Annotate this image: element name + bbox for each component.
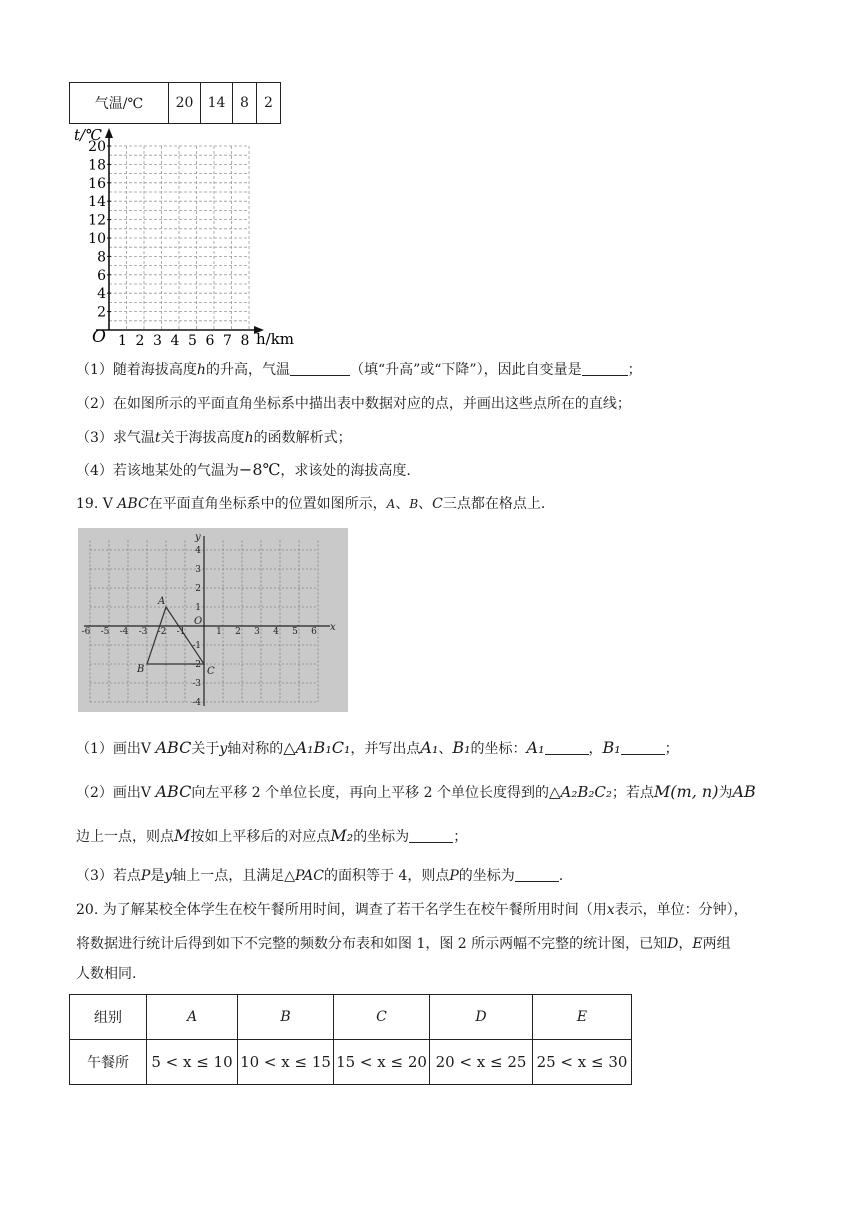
y-tick-label: 10 (88, 231, 106, 247)
photo-y-tick-label: 4 (195, 546, 201, 556)
photo-x-tick-label: -1 (176, 627, 186, 637)
q20-line1: 20. 为了解某校全体学生在校午餐所用时间，调查了若干名学生在校午餐所用时间（用x表示，单位：分钟）， (76, 902, 748, 918)
y-tick-label: 4 (97, 286, 106, 303)
origin-label: O (92, 327, 106, 347)
q20-line2: 将数据进行统计后得到如下不完整的频数分布表和如图 1，图 2 所示两幅不完整的统计图，已知D，E两组 (76, 936, 731, 952)
photo-x-tick-label: 2 (235, 627, 241, 637)
photo-y-tick-label: -2 (192, 660, 201, 670)
y-tick-label: 2 (97, 304, 106, 321)
photo-x-tick-label: 4 (273, 627, 279, 637)
photo-x-tick-label: -4 (119, 627, 129, 637)
point-label-b: B (137, 664, 145, 675)
x-tick-label: 4 (170, 333, 180, 348)
axes (96, 128, 264, 334)
answer-blank (582, 361, 628, 376)
x-tick-label: 8 (240, 333, 250, 348)
temp-value: 20 (169, 83, 201, 124)
range-cell: 20 < x ≤ 25 (430, 1040, 533, 1085)
photo-x-tick-label: 5 (292, 627, 298, 637)
freq-table-row2-head: 午餐所 (70, 1040, 147, 1085)
photo-x-tick-label: -5 (100, 627, 110, 637)
answer-blank (545, 740, 589, 755)
temperature-grid-chart (60, 124, 320, 348)
y-tick-label: 6 (97, 267, 106, 284)
y-tick-label: 20 (88, 139, 106, 155)
group-label: D (430, 995, 533, 1040)
y-axis-label: t/℃ (74, 126, 102, 144)
answer-blank (290, 361, 350, 376)
q19-part2-line2: 边上一点，则点M按如上平移后的对应点M₂的坐标为 ； (76, 826, 468, 845)
photo-y-tick-label: -3 (192, 679, 201, 689)
y-tick-label: 12 (88, 212, 106, 229)
photo-y-tick-label: 3 (195, 565, 201, 575)
q19-stem: 19. V ABC在平面直角坐标系中的位置如图所示，A、B、C三点都在格点上. (76, 496, 546, 512)
photo-y-axis-label: y (195, 532, 201, 543)
photo-y-tick-label: 1 (195, 603, 201, 613)
photo-x-tick-label: 3 (254, 627, 260, 637)
range-cell: 5 < x ≤ 10 (147, 1040, 238, 1085)
temp-value: 2 (257, 83, 281, 124)
q18-part4: （4）若该地某处的气温为−8℃，求该处的海拔高度. (76, 460, 411, 479)
q19-part2-line1: （2）画出V ABC向左平移 2 个单位长度，再向上平移 2 个单位长度得到的△A₂B₂C₂；若点M(m, n)为AB (76, 782, 756, 801)
photo-origin-label: O (194, 616, 203, 627)
x-tick-label: 3 (153, 333, 162, 348)
group-label: C (334, 995, 430, 1040)
q20-line3: 人数相同. (76, 966, 137, 982)
q19-part3: （3）若点P是y轴上一点，且满足△PAC的面积等于 4，则点P的坐标为 . (76, 868, 564, 884)
answer-blank (409, 828, 453, 843)
temp-value: 8 (233, 83, 257, 124)
x-axis-label: h/km (256, 330, 295, 348)
point-label-c: C (207, 666, 215, 677)
answer-blank (515, 867, 559, 882)
photo-x-tick-label: -2 (157, 627, 167, 637)
photo-y-tick-label: -1 (192, 641, 201, 651)
photo-x-tick-label: -3 (138, 627, 148, 637)
y-axis-arrow (105, 128, 113, 138)
photo-x-tick-label: 6 (311, 627, 317, 637)
x-tick-label: 5 (188, 333, 197, 348)
range-cell: 10 < x ≤ 15 (238, 1040, 334, 1085)
point-label-a: A (158, 596, 166, 607)
q18-part2: （2）在如图所示的平面直角坐标系中描出表中数据对应的点，并画出这些点所在的直线； (76, 396, 631, 412)
freq-table-row1-head: 组别 (70, 995, 147, 1040)
photo-y-tick-label: -4 (192, 698, 201, 708)
photo-y-tick-label: 2 (195, 584, 201, 594)
frequency-table (69, 994, 632, 1085)
x-tick-label: 1 (118, 333, 127, 348)
grid-lines (109, 146, 249, 330)
x-tick-label: 7 (223, 333, 232, 348)
x-tick-label: 2 (135, 333, 145, 348)
y-tick-labels (88, 139, 111, 321)
range-cell: 25 < x ≤ 30 (533, 1040, 632, 1085)
x-tick-label: 6 (205, 333, 215, 348)
temp-table-header: 气温/℃ (70, 83, 169, 124)
y-tick-label: 14 (88, 194, 106, 211)
q18-part3: （3）求气温t关于海拔高度h的函数解析式； (76, 430, 352, 446)
answer-blank (621, 740, 665, 755)
x-tick-labels (118, 333, 249, 348)
group-label: E (533, 995, 632, 1040)
photo-x-axis-label: x (330, 622, 336, 633)
photo-background (78, 528, 348, 712)
y-tick-label: 8 (97, 249, 106, 266)
group-label: B (238, 995, 334, 1040)
y-tick-label: 18 (88, 157, 106, 174)
group-label: A (147, 995, 238, 1040)
y-tick-label: 16 (88, 175, 106, 192)
photo-x-tick-label: -6 (81, 627, 91, 637)
q19-part1: （1）画出V ABC关于y轴对称的△A₁B₁C₁，并写出点A₁、B₁的坐标：A₁ ，B₁ ； (76, 738, 679, 757)
q18-part1: （1）随着海拔高度h的升高，气温 （填“升高”或“下降”），因此自变量是 ； (76, 362, 642, 378)
temp-value: 14 (201, 83, 233, 124)
triangle-coordinate-photo (78, 528, 348, 712)
photo-x-tick-label: 1 (216, 627, 222, 637)
range-cell: 15 < x ≤ 20 (334, 1040, 430, 1085)
temperature-table (69, 82, 281, 124)
